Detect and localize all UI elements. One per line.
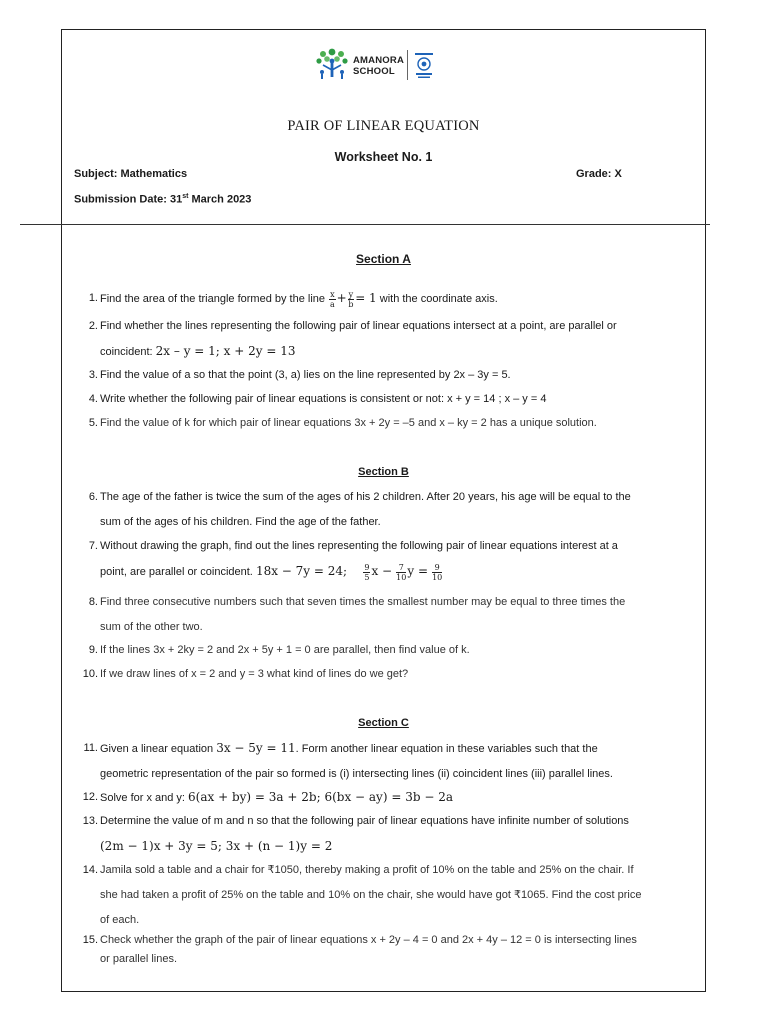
question-number: 9. (88, 644, 98, 656)
question-number: 13. (82, 815, 98, 827)
q12-equations: 6(ax + by) = 3a + 2b; 6(bx − ay) = 3b − 2a (188, 790, 453, 804)
logo-wordmark (353, 55, 404, 77)
frac-den: a (329, 299, 335, 309)
section-b-heading: Section B (358, 466, 409, 478)
question-text (100, 590, 690, 640)
q7-line-2-pre: point, are parallel or coincident. (100, 566, 256, 578)
question-text (100, 809, 690, 860)
q1-plus: + (336, 291, 347, 305)
question-text: Write whether the following pair of linear equations is consistent or not: x + y = 14 ; x – y = 4 (100, 393, 547, 405)
question-text: Find the value of a so that the point (3, a) lies on the line represented by 2x – 3y = 5. (100, 369, 511, 381)
frac-den: 10 (432, 572, 443, 582)
question-number: 5. (88, 417, 98, 429)
question-text (100, 485, 690, 535)
q14-line-1: Jamila sold a table and a chair for ₹1050, thereby making a profit of 10% on the table and 25% on the chair. If (100, 864, 634, 876)
q14-line-2: she had taken a profit of 25% on the table and 10% on the chair, she would have got ₹1065. Find the cost price (100, 889, 642, 901)
worksheet-number: Worksheet No. 1 (334, 150, 433, 164)
question-text (100, 858, 690, 933)
q7-line-1: Without drawing the graph, find out the lines representing the following pair of linear equations interest at a (100, 540, 618, 552)
q15-line-2: or parallel lines. (100, 953, 178, 965)
submission-date-suffix: March 2023 (188, 193, 252, 206)
question-number: 8. (88, 596, 98, 608)
q7-equation-1: 18x − 7y = 24; (255, 564, 348, 578)
q1-text-post: with the coordinate axis. (376, 293, 498, 305)
fraction-x-over-a (329, 290, 336, 309)
section-c-heading: Section C (358, 717, 409, 729)
submission-date-prefix: Submission Date: 31 (74, 193, 183, 206)
q8-line-1: Find three consecutive numbers such that seven times the smallest number may be equal to three times the (100, 596, 626, 608)
logo-divider (407, 50, 408, 80)
question-text (100, 286, 690, 312)
grade-label: Grade: X (576, 168, 622, 180)
q12-text-pre: Solve for x and y: (100, 792, 189, 804)
header-divider (20, 224, 710, 225)
frac-num: y (348, 289, 354, 299)
question-text: If we draw lines of x = 2 and y = 3 what kind of lines do we get? (100, 668, 409, 680)
q2-line-2-pre: coincident: (100, 346, 156, 358)
q14-line-3: of each. (100, 914, 140, 926)
question-number: 6. (88, 491, 98, 503)
question-number: 7. (88, 540, 98, 552)
q7-x-minus: x − (371, 564, 393, 578)
logo-line-2: SCHOOL (353, 66, 395, 77)
submission-date (74, 193, 251, 206)
q8-line-2: sum of the other two. (100, 621, 203, 633)
frac-den: 5 (364, 572, 370, 582)
question-number: 12. (82, 791, 98, 803)
question-number: 15. (82, 934, 98, 946)
question-text: Find the value of k for which pair of linear equations 3x + 2y = –5 and x – ky = 2 has a unique solution. (100, 417, 597, 429)
frac-den: b (348, 299, 354, 309)
frac-num: x (330, 289, 335, 299)
submission-date-sup: st (182, 193, 189, 200)
q1-text-pre: Find the area of the triangle formed by the line (100, 293, 329, 305)
worksheet-title: PAIR OF LINEAR EQUATION (287, 118, 480, 134)
question-text: If the lines 3x + 2ky = 2 and 2x + 5y + 1 = 0 are parallel, then find value of k. (100, 644, 470, 656)
question-number: 1. (88, 292, 98, 304)
question-number: 4. (88, 393, 98, 405)
q6-line-2: sum of the ages of his children. Find the age of the father. (100, 516, 381, 528)
q11-line-1-post: . Form another linear equation in these variables such that the (295, 743, 598, 755)
fraction-9-over-5 (363, 563, 370, 582)
question-number: 11. (83, 742, 98, 754)
q13-equations: (2m − 1)x + 3y = 5; 3x + (n − 1)y = 2 (100, 839, 333, 853)
frac-num: 7 (396, 563, 406, 573)
section-a-heading: Section A (356, 252, 411, 266)
ryan-emblem-icon (413, 52, 435, 80)
question-text (100, 736, 690, 787)
q2-line-1: Find whether the lines representing the following pair of linear equations intersect at a point, are parallel or (100, 320, 617, 332)
frac-den: 10 (396, 572, 407, 582)
logo-line-1: AMANORA (353, 55, 405, 66)
fraction-y-over-b (348, 290, 355, 309)
q11-line-1-pre: Given a linear equation (100, 743, 217, 755)
question-number: 3. (88, 369, 98, 381)
subject-label: Subject: Mathematics (74, 168, 188, 180)
q2-equations: 2x – y = 1; x + 2y = 13 (155, 344, 296, 358)
q7-y-equals: y = (407, 564, 428, 578)
fraction-7-over-10 (396, 563, 406, 582)
question-number: 10. (82, 668, 98, 680)
question-text (100, 785, 690, 811)
frac-num: 9 (432, 563, 442, 573)
q15-line-1: Check whether the graph of the pair of linear equations x + 2y – 4 = 0 and 2x + 4y – 12 = 0 is intersecting lines (100, 934, 637, 946)
tree-logo-icon (313, 48, 351, 82)
school-logo (313, 48, 438, 84)
q11-line-2: geometric representation of the pair so formed is (i) intersecting lines (ii) coincident lines (iii) parallel lines. (100, 768, 613, 780)
q11-equation: 3x − 5y = 11 (216, 741, 296, 755)
question-text (100, 314, 690, 365)
question-number: 2. (88, 320, 98, 332)
q1-equals: = 1 (355, 291, 377, 305)
question-text (100, 534, 690, 585)
q13-line-1: Determine the value of m and n so that the following pair of linear equations have infinite number of solutions (100, 815, 629, 827)
fraction-9-over-10 (432, 563, 442, 582)
frac-num: 9 (364, 562, 370, 572)
question-number: 14. (82, 864, 98, 876)
question-text (100, 931, 690, 969)
q6-line-1: The age of the father is twice the sum of the ages of his 2 children. After 20 years, his age will be equal to the (100, 491, 631, 503)
